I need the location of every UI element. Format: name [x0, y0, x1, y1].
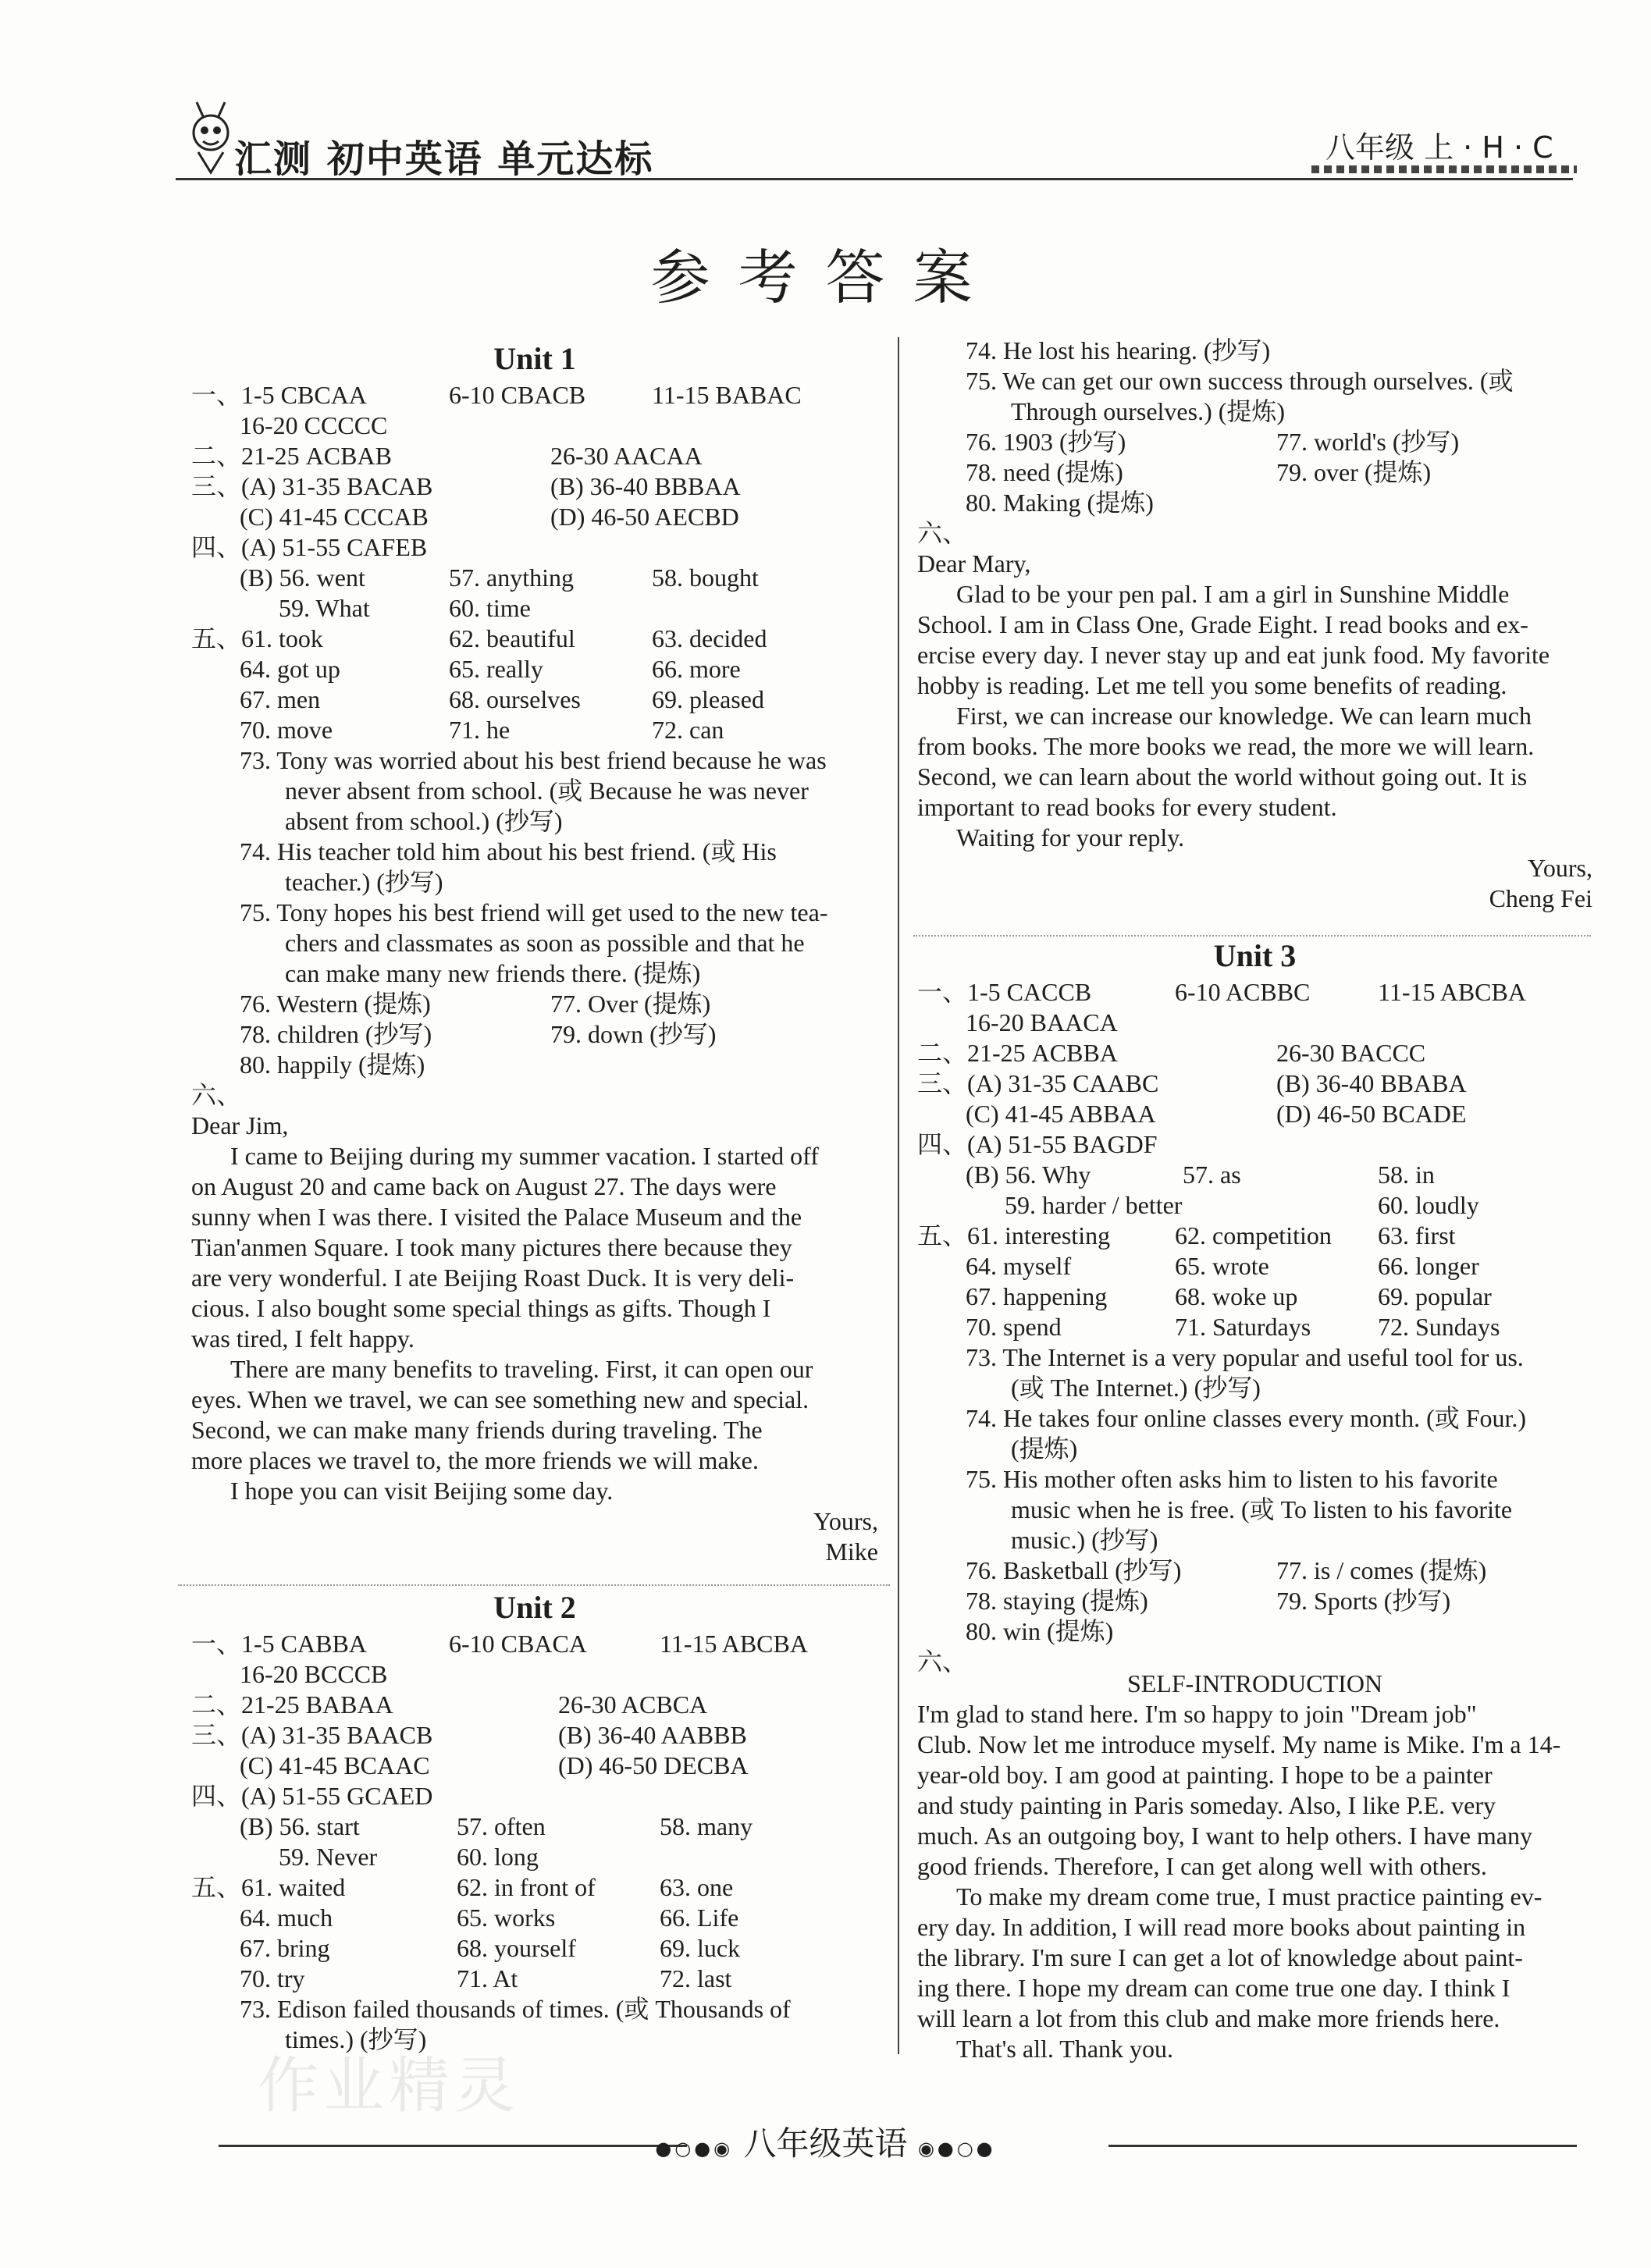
answer-text: 75. His mother often asks him to listen to his favorite — [966, 1465, 1498, 1493]
answer-text: 73. Edison failed thousands of times. (或 Thousands of — [240, 1995, 791, 2023]
answer-text: 66. longer — [1378, 1252, 1479, 1280]
answer-text: 11-15 BABAC — [652, 381, 802, 409]
answer-text: Second, we can learn about the world without going out. It is — [917, 763, 1528, 791]
answer-text: 一、1-5 CABBA — [191, 1630, 367, 1658]
answer-text: Club. Now let me introduce myself. My name is Mike. I'm a 14- — [917, 1730, 1561, 1758]
answer-text: 70. try — [240, 1964, 305, 1992]
answer-text: 76. Western (提炼) — [240, 990, 431, 1018]
answer-text: 76. 1903 (抄写) — [966, 428, 1126, 456]
answer-text: 64. got up — [240, 655, 340, 683]
answer-text: 五、61. waited — [191, 1873, 346, 1901]
footer-dots-icon: ◉●○● — [917, 2138, 996, 2160]
header-grade: 八年级 上 · H · C — [1325, 130, 1553, 165]
answer-text: 75. We can get our own success through ourselves. (或 — [966, 367, 1514, 395]
unit-heading: Unit 3 — [1213, 938, 1297, 973]
answer-text: 一、1-5 CACCB — [917, 978, 1092, 1006]
answer-text: Tian'anmen Square. I took many pictures there because they — [191, 1233, 792, 1261]
answer-text: more places we travel to, the more friends we will make. — [191, 1446, 759, 1474]
answer-text: That's all. Thank you. — [956, 2035, 1174, 2063]
answer-text: I came to Beijing during my summer vacation. I started off — [230, 1142, 819, 1170]
answer-text: 五、61. took — [191, 624, 323, 652]
answer-text: (B) 36-40 AABBB — [558, 1721, 747, 1749]
letter-signoff: Mike — [825, 1537, 878, 1566]
answer-text: (B) 36-40 BBBAA — [550, 472, 741, 500]
answer-text: good friends. Therefore, I can get along well with others. — [917, 1852, 1487, 1880]
answer-text: are very wonderful. I ate Beijing Roast Duck. It is very deli- — [191, 1264, 795, 1292]
answer-text: 63. decided — [652, 624, 767, 652]
answer-text: 63. one — [660, 1873, 734, 1901]
answer-text: (C) 41-45 ABBAA — [966, 1100, 1156, 1128]
answer-text: 77. world's (抄写) — [1276, 428, 1460, 456]
answer-text: 69. popular — [1378, 1282, 1492, 1310]
right-column — [917, 0, 1592, 2107]
answer-text: on August 20 and came back on August 27. The days were — [191, 1172, 777, 1200]
answer-text: 57. anything — [449, 563, 574, 592]
page-title: 参考答案 — [650, 243, 1001, 312]
answer-text: hobby is reading. Let me tell you some benefits of reading. — [917, 671, 1507, 699]
answer-text: 76. Basketball (抄写) — [966, 1556, 1182, 1584]
answer-text: (B) 56. went — [240, 563, 365, 592]
answer-text: music when he is free. (或 To listen to his favorite — [1011, 1495, 1513, 1523]
answer-text: much. As an outgoing boy, I want to help others. I have many — [917, 1822, 1532, 1850]
answer-text: 58. in — [1378, 1161, 1435, 1189]
answer-text: year-old boy. I am good at painting. I hope to be a painter — [917, 1761, 1493, 1789]
answer-text: Glad to be your pen pal. I am a girl in Sunshine Middle — [956, 580, 1510, 608]
answer-text: (C) 41-45 CCCAB — [240, 503, 429, 531]
answer-text: (或 The Internet.) (抄写) — [1011, 1374, 1261, 1402]
answer-text: 69. pleased — [652, 685, 764, 713]
answer-text: (D) 46-50 DECBA — [558, 1751, 749, 1779]
answer-text: There are many benefits to traveling. First, it can open our — [230, 1355, 813, 1383]
answer-text: 66. Life — [660, 1904, 739, 1932]
answer-text: (B) 56. start — [240, 1812, 360, 1840]
answer-text: 65. works — [457, 1904, 556, 1932]
answer-text: 六、 — [191, 1081, 242, 1109]
answer-text: 78. need (提炼) — [966, 458, 1123, 486]
answer-text: 69. luck — [660, 1934, 741, 1962]
answer-text: 6-10 CBACB — [449, 381, 586, 409]
answer-text: can make many new friends there. (提炼) — [285, 959, 701, 987]
answer-text: 26-30 AACAA — [550, 442, 703, 470]
answer-text: 11-15 ABCBA — [1378, 978, 1526, 1006]
answer-text: teacher.) (抄写) — [285, 868, 443, 896]
answer-text: Waiting for your reply. — [956, 823, 1185, 851]
answer-text: 77. Over (提炼) — [550, 990, 711, 1018]
answer-text: 62. competition — [1175, 1221, 1332, 1250]
answer-text: 79. Sports (抄写) — [1276, 1587, 1451, 1615]
answer-text: from books. The more books we read, the more we will learn. — [917, 732, 1535, 760]
answer-text: ercise every day. I never stay up and eat junk food. My favorite — [917, 641, 1550, 669]
answer-text: (B) 56. Why — [966, 1161, 1091, 1189]
answer-text: 四、(A) 51-55 BAGDF — [917, 1130, 1158, 1158]
answer-text: (C) 41-45 BCAAC — [240, 1751, 430, 1779]
answer-text: 72. can — [652, 716, 724, 744]
answer-text: Dear Jim, — [191, 1111, 289, 1139]
answer-text: 80. Making (提炼) — [966, 489, 1154, 517]
answer-text: 60. long — [457, 1843, 539, 1871]
answer-text: 三、(A) 31-35 BAACB — [191, 1721, 433, 1749]
answer-text: 五、61. interesting — [917, 1221, 1111, 1250]
letter-signoff: Yours, — [813, 1507, 878, 1535]
answer-text: 57. often — [457, 1812, 546, 1840]
answer-text: 77. is / comes (提炼) — [1276, 1556, 1487, 1584]
answer-text: 16-20 CCCCC — [240, 411, 388, 439]
answer-text: music.) (抄写) — [1011, 1526, 1158, 1554]
answer-text: 60. loudly — [1378, 1191, 1479, 1219]
answer-text: Second, we can make many friends during traveling. The — [191, 1416, 763, 1444]
answer-text: 74. His teacher told him about his best friend. (或 His — [240, 837, 777, 866]
answer-text: ing there. I hope my dream can come true one day. I think I — [917, 1974, 1510, 2002]
answer-text: 三、(A) 31-35 CAABC — [917, 1069, 1159, 1097]
answer-text: 72. Sundays — [1378, 1313, 1500, 1341]
answer-text: 73. Tony was worried about his best friend because he was — [240, 746, 827, 774]
answer-text: 六、 — [917, 1648, 968, 1676]
answer-text: was tired, I felt happy. — [191, 1324, 415, 1353]
answer-text: 71. Saturdays — [1175, 1313, 1311, 1341]
answer-text: 67. happening — [966, 1282, 1108, 1310]
answer-text: (D) 46-50 AECBD — [550, 503, 739, 531]
answer-text: 二、21-25 ACBBA — [917, 1039, 1118, 1067]
answer-text: 59. Never — [279, 1843, 378, 1871]
answer-text: 78. staying (提炼) — [966, 1587, 1148, 1615]
answer-text: 一、1-5 CBCAA — [191, 381, 367, 409]
answer-text: 70. spend — [966, 1313, 1062, 1341]
answer-text: 四、(A) 51-55 CAFEB — [191, 533, 428, 561]
answer-text: 67. bring — [240, 1934, 330, 1962]
answer-text: I'm glad to stand here. I'm so happy to join "Dream job" — [917, 1700, 1477, 1728]
answer-text: 60. time — [449, 594, 531, 622]
answer-text: (B) 36-40 BBABA — [1276, 1069, 1467, 1097]
answer-text: (提炼) — [1011, 1434, 1078, 1463]
answer-text: School. I am in Class One, Grade Eight. I read books and ex- — [917, 610, 1528, 638]
answer-text: the library. I'm sure I can get a lot of knowledge about paint- — [917, 1943, 1523, 1971]
answer-text: never absent from school. (或 Because he was never — [285, 777, 809, 805]
answer-text: eyes. When we travel, we can see something new and special. — [191, 1385, 809, 1413]
left-column — [191, 0, 878, 2107]
answer-text: 四、(A) 51-55 GCAED — [191, 1782, 433, 1810]
answer-text: 75. Tony hopes his best friend will get used to the new tea- — [240, 898, 828, 926]
answer-text: absent from school.) (抄写) — [285, 807, 563, 835]
answer-text: 71. At — [457, 1964, 518, 1992]
answer-text: 6-10 ACBBC — [1175, 978, 1311, 1006]
answer-text: 70. move — [240, 716, 333, 744]
answer-text: 62. beautiful — [449, 624, 575, 652]
answer-text: 六、 — [917, 519, 968, 547]
answer-text: cious. I also bought some special things as gifts. Though I — [191, 1294, 771, 1322]
watermark: 作业精灵 — [258, 2051, 521, 2121]
answer-text: will learn a lot from this club and make more friends here. — [917, 2004, 1500, 2032]
answer-text: First, we can increase our knowledge. We can learn much — [956, 702, 1532, 730]
answer-text: 57. as — [1183, 1161, 1241, 1189]
answer-text: 67. men — [240, 685, 321, 713]
unit-heading: Unit 2 — [493, 1590, 576, 1625]
answer-text: ery day. In addition, I will read more books about painting in — [917, 1913, 1526, 1941]
column-divider — [898, 337, 899, 2054]
footer-label: 八年级英语 — [743, 2124, 908, 2163]
footer-dots-icon: ●○●◉ — [655, 2138, 734, 2160]
answer-text: 63. first — [1378, 1221, 1456, 1250]
unit-heading: Unit 1 — [493, 341, 576, 376]
answer-text: 68. woke up — [1175, 1282, 1298, 1310]
answer-text: 64. myself — [966, 1252, 1072, 1280]
answer-text: To make my dream come true, I must practice painting ev- — [956, 1882, 1542, 1911]
answer-text: 71. he — [449, 716, 511, 744]
answer-text: 二、21-25 ACBAB — [191, 442, 392, 470]
answer-text: 78. children (抄写) — [240, 1020, 432, 1048]
letter-signoff: Yours, — [1527, 854, 1592, 882]
answer-text: Through ourselves.) (提炼) — [1011, 397, 1286, 425]
answer-text: 80. happily (提炼) — [240, 1050, 425, 1079]
answer-text: 16-20 BCCCB — [240, 1660, 388, 1688]
answer-text: 74. He takes four online classes every month. (或 Four.) — [966, 1404, 1527, 1432]
essay-title: SELF-INTRODUCTION — [1126, 1669, 1383, 1697]
answer-text: important to read books for every student. — [917, 793, 1337, 821]
answer-text: 6-10 CBACA — [449, 1630, 587, 1658]
answer-text: I hope you can visit Beijing some day. — [230, 1477, 614, 1505]
answer-text: 72. last — [660, 1964, 732, 1992]
answer-text: 79. over (提炼) — [1276, 458, 1432, 486]
answer-text: 16-20 BAACA — [966, 1008, 1118, 1036]
answer-text: 11-15 ABCBA — [660, 1630, 808, 1658]
answer-text: Dear Mary, — [917, 549, 1031, 578]
page-footer — [0, 2118, 1651, 2165]
answer-text: (D) 46-50 BCADE — [1276, 1100, 1467, 1128]
answer-text: 26-30 ACBCA — [558, 1690, 708, 1719]
answer-text: sunny when I was there. I visited the Palace Museum and the — [191, 1203, 802, 1231]
answer-text: 26-30 BACCC — [1276, 1039, 1426, 1067]
answer-text: 80. win (提炼) — [966, 1617, 1114, 1645]
answer-text: 68. yourself — [457, 1934, 576, 1962]
letter-signoff: Cheng Fei — [1489, 884, 1592, 912]
answer-text: 62. in front of — [457, 1873, 596, 1901]
answer-text: 79. down (抄写) — [550, 1020, 717, 1048]
answer-text: 64. much — [240, 1904, 333, 1932]
header-brand: 汇测 初中英语 单元达标 — [234, 137, 654, 181]
answer-text: 二、21-25 BABAA — [191, 1690, 393, 1719]
answer-text: and study painting in Paris someday. Also, I like P.E. very — [917, 1791, 1496, 1819]
answer-text: 三、(A) 31-35 BACAB — [191, 472, 433, 500]
answer-text: 66. more — [652, 655, 741, 683]
answer-text: 68. ourselves — [449, 685, 581, 713]
answer-text: chers and classmates as soon as possible and that he — [285, 929, 805, 957]
answer-text: 58. bought — [652, 563, 759, 592]
answer-text: 65. wrote — [1175, 1252, 1269, 1280]
answer-text: 59. harder / better — [1005, 1191, 1183, 1219]
answer-text: times.) (抄写) — [285, 2025, 427, 2053]
answer-text: 65. really — [449, 655, 543, 683]
answer-text: 58. many — [660, 1812, 753, 1840]
answer-text: 73. The Internet is a very popular and useful tool for us. — [966, 1343, 1524, 1371]
answer-text: 59. What — [279, 594, 370, 622]
answer-text: 74. He lost his hearing. (抄写) — [966, 336, 1271, 364]
